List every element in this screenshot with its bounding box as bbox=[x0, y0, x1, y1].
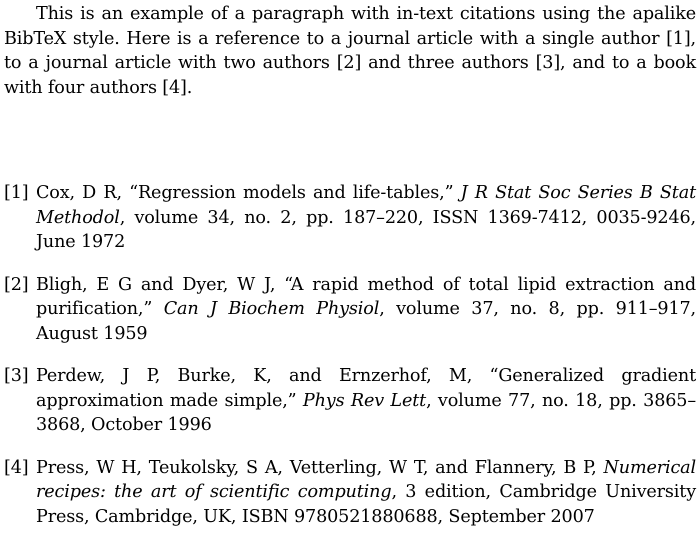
reference-journal: Can J Biochem Physiol bbox=[163, 299, 380, 319]
reference-list bbox=[4, 181, 696, 547]
reference-text bbox=[36, 183, 696, 252]
reference-journal: Phys Rev Lett bbox=[302, 390, 427, 411]
reference-label: [3] bbox=[4, 366, 29, 386]
reference-journal: J R Stat Soc Series B Stat Methodol bbox=[36, 183, 696, 228]
intro-paragraph: This is an example of a paragraph with in-text citations using the apalike BibTeX style. Here is a reference to a journal article with a single author [1], to a journal article with two authors [2] and three authors [3], and to a book with four authors [4]. bbox=[4, 4, 696, 98]
reference-item-3 bbox=[4, 364, 696, 438]
reference-details: , 3 edition, Cambridge University Press, Cambridge, UK, ISBN 9780521880688, September 2007 bbox=[36, 482, 696, 527]
reference-authors-title: Cox, D R, “Regression models and life-tables,” bbox=[36, 183, 461, 203]
reference-item-2 bbox=[4, 273, 696, 347]
reference-label: [2] bbox=[4, 274, 29, 295]
reference-book-title: Numerical recipes: the art of scientific computing bbox=[36, 457, 696, 502]
reference-item-4 bbox=[4, 456, 696, 530]
reference-details: , volume 77, no. 18, pp. 3865–3868, October 1996 bbox=[36, 390, 696, 435]
reference-authors-title: Bligh, E G and Dyer, W J, “A rapid method of total lipid extraction and purification,” bbox=[36, 274, 696, 319]
document-page bbox=[4, 0, 696, 525]
reference-details: , volume 37, no. 8, pp. 911–917, August 1959 bbox=[36, 299, 697, 344]
reference-label: [4] bbox=[4, 457, 29, 478]
reference-text bbox=[36, 275, 696, 344]
reference-item-1 bbox=[4, 181, 696, 255]
reference-authors: Press, W H, Teukolsky, S A, Vetterling, W T, and Flannery, B P, bbox=[36, 457, 604, 478]
reference-text bbox=[36, 458, 696, 527]
reference-text bbox=[36, 366, 696, 435]
reference-label: [1] bbox=[4, 183, 29, 203]
reference-authors-title: Perdew, J P, Burke, K, and Ernzerhof, M, “Generalized gradient approximation made simple,” bbox=[36, 366, 696, 411]
reference-details: , volume 34, no. 2, pp. 187–220, ISSN 1369-7412, 0035-9246, June 1972 bbox=[36, 207, 696, 252]
